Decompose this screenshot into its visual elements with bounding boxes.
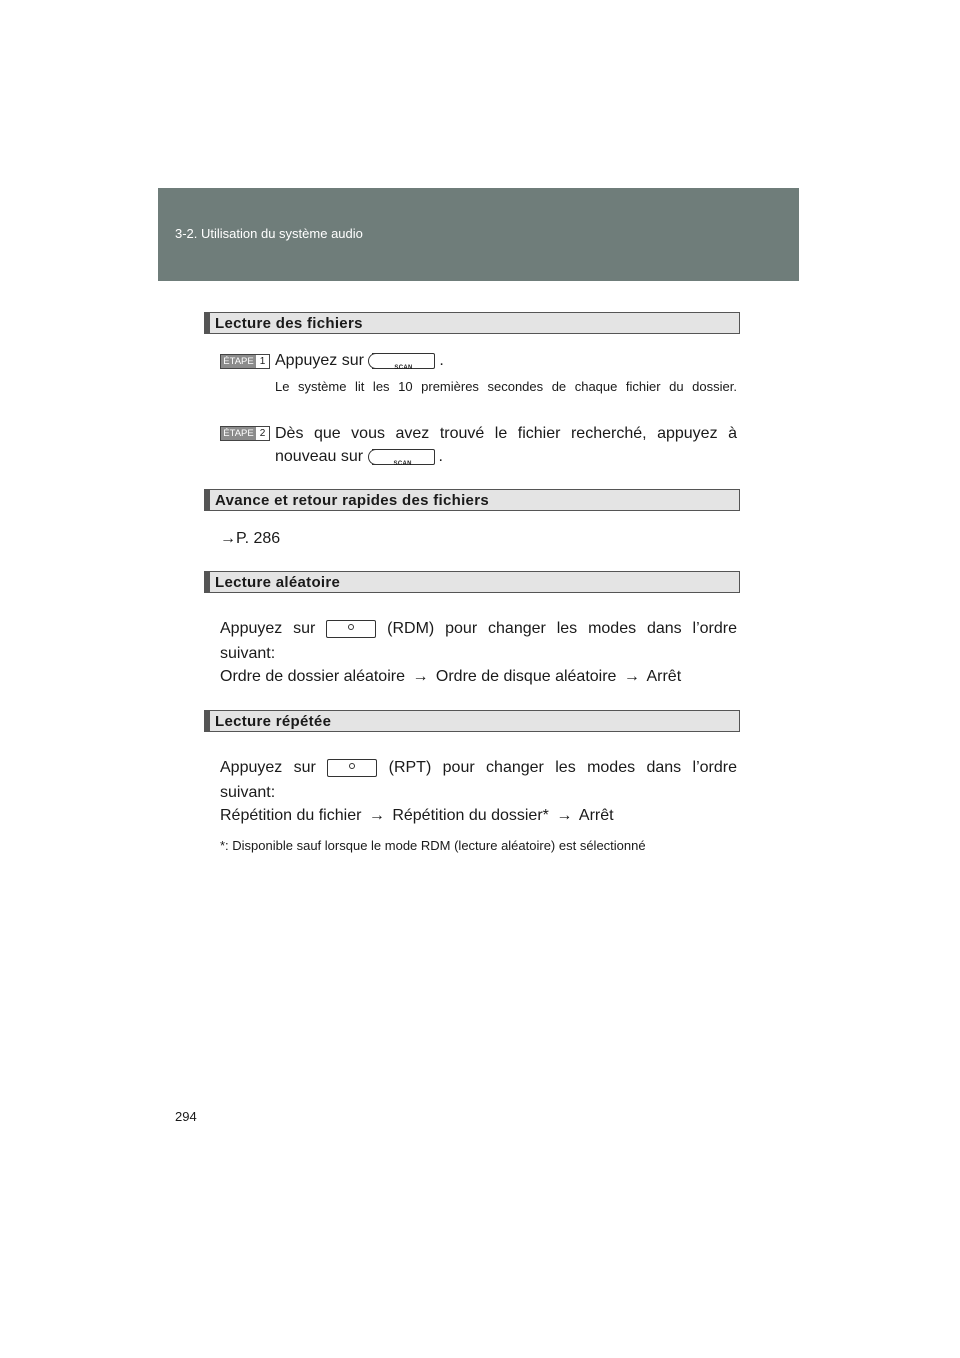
page-reference: →P. 286 [220, 530, 281, 547]
step-badge-2: ÉTAPE 2 [220, 426, 270, 441]
section-title: Lecture des fichiers [215, 315, 363, 332]
footnote: *: Disponible sauf lorsque le mode RDM (lecture aléatoire) est sélectionné [220, 838, 646, 853]
rpt-line1: Appuyez sur (RPT) pour changer les modes dans l’ordre [220, 759, 737, 776]
scan-button-icon: SCAN [372, 449, 435, 465]
section-header-lecture-aleatoire [204, 571, 740, 593]
section-header-lecture-repetee [204, 710, 740, 732]
rpt-line2: suivant: [220, 784, 276, 801]
rdm-line1: Appuyez sur (RDM) pour changer les modes dans l’ordre [220, 620, 738, 637]
arrow-icon: → [220, 530, 236, 547]
page-number: 294 [175, 1109, 197, 1124]
rdm-line2: suivant: [220, 645, 276, 662]
section-header-avance-retour [204, 489, 740, 511]
step1-note: Le système lit les 10 premières secondes de chaque fichier du dossier. [275, 379, 737, 394]
section-title: Lecture répétée [215, 713, 332, 730]
scan-button-icon: SCAN [372, 353, 435, 369]
rdm-sequence: Ordre de dossier aléatoire → Ordre de disque aléatoire → Arrêt [220, 665, 681, 689]
section-header-lecture-fichiers [204, 312, 740, 334]
step1-text: Appuyez sur SCAN . [275, 352, 444, 371]
section-title: Lecture aléatoire [215, 574, 341, 591]
arrow-icon: → [368, 807, 385, 824]
rpt-sequence: Répétition du fichier → Répétition du dossier* → Arrêt [220, 804, 614, 828]
rdm-button-icon [326, 620, 376, 638]
arrow-icon: → [623, 668, 640, 685]
arrow-icon: → [556, 807, 573, 824]
step-badge-1: ÉTAPE 1 [220, 354, 270, 369]
step2-line2: nouveau sur SCAN . [275, 448, 443, 467]
arrow-icon: → [412, 668, 429, 685]
step2-line1: Dès que vous avez trouvé le fichier recherché, appuyez à [275, 425, 737, 442]
rpt-button-icon [327, 759, 377, 777]
section-title: Avance et retour rapides des fichiers [215, 492, 489, 509]
breadcrumb: 3-2. Utilisation du système audio [175, 226, 363, 241]
